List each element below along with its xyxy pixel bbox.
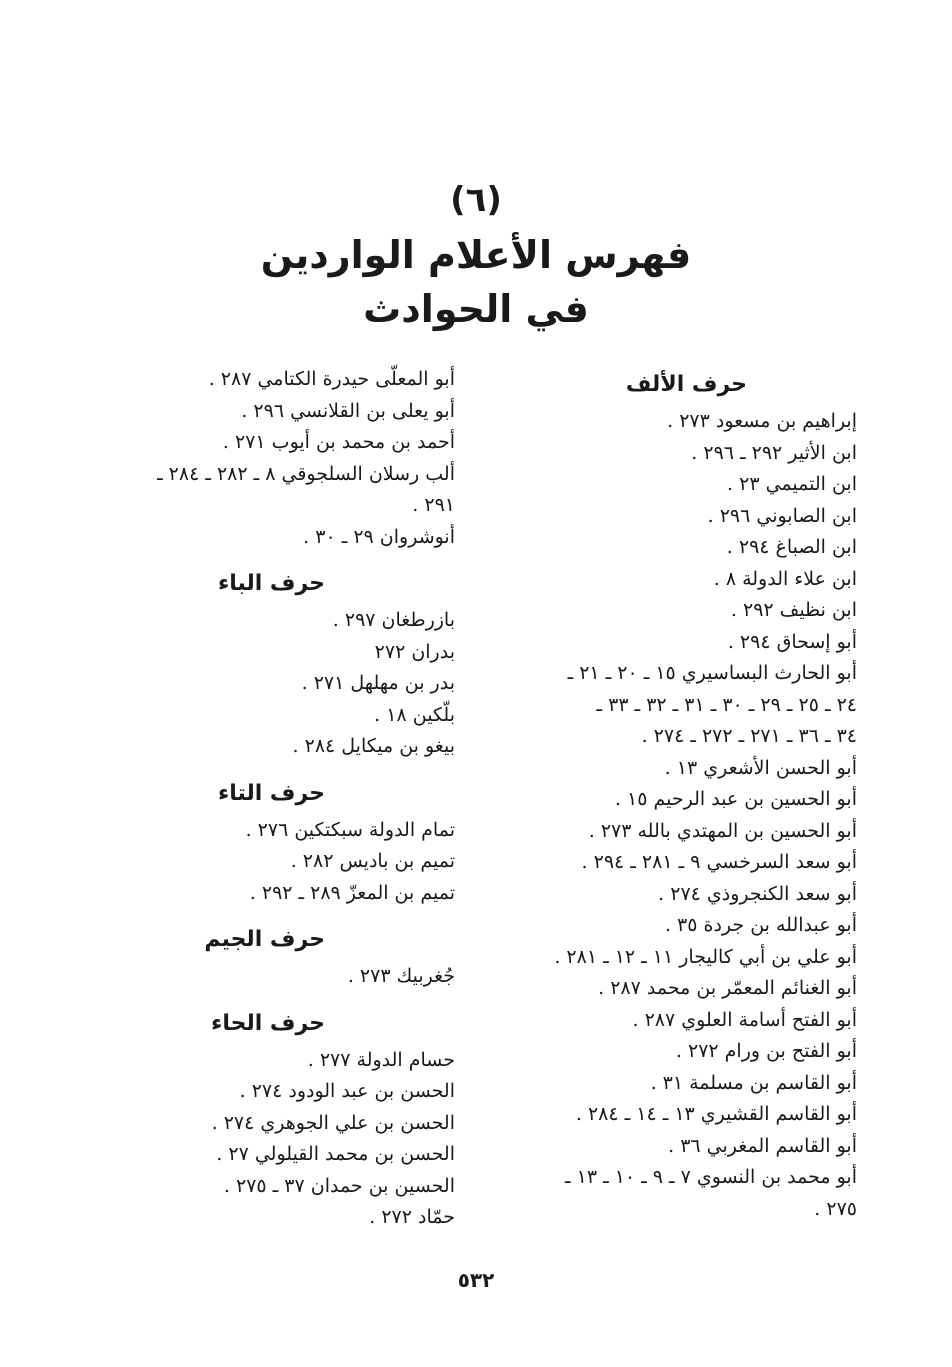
- index-entry: ابن الصباغ ٢٩٤ .: [726, 536, 857, 558]
- index-entry: ٢٤ ـ ٢٥ ـ ٢٩ ـ ٣٠ ـ ٣١ ـ ٣٢ ـ ٣٣ ـ: [596, 693, 857, 716]
- index-entry: أبو المعلّى حيدرة الكتامي ٢٨٧ .: [208, 368, 455, 390]
- index-entry: ابن نظيف ٢٩٢ .: [730, 599, 857, 621]
- index-entry: أبو القاسم القشيري ١٣ ـ ١٤ ـ ٢٨٤ .: [575, 1103, 857, 1125]
- index-entry: الحسن بن محمد القيلولي ٢٧ .: [216, 1143, 455, 1165]
- title-line-1: فهرس الأعلام الواردين: [260, 233, 692, 277]
- page-title: [0, 228, 952, 336]
- index-entry: جُغربيك ٢٧٣ .: [347, 965, 455, 987]
- index-entry: أبو سعد السرخسي ٩ ـ ٢٨١ ـ ٢٩٤ .: [581, 851, 857, 873]
- index-section: [75, 919, 455, 1003]
- index-section: [75, 773, 455, 920]
- letter-heading: حرف التاء: [217, 780, 325, 806]
- index-entry: بلّكين ١٨ .: [374, 703, 455, 726]
- index-entry: أبو القاسم المغربي ٣٦ .: [668, 1134, 857, 1157]
- index-entry: أبو الحسين بن عبد الرحيم ١٥ .: [614, 788, 857, 810]
- index-entry: ابن التميمي ٢٣ .: [727, 473, 857, 495]
- index-entry: ابن الصابوني ٢٩٦ .: [707, 504, 857, 527]
- page-number: ٥٣٢: [457, 1268, 495, 1292]
- index-entry: أبو علي بن أبي كاليجار ١١ ـ ١٢ ـ ٢٨١ .: [554, 945, 857, 968]
- index-entry: بيغو بن ميكايل ٢٨٤ .: [292, 735, 455, 757]
- index-entry: أبو الفتح أسامة العلوي ٢٨٧ .: [632, 1008, 857, 1031]
- letter-heading: حرف الحاء: [211, 1010, 325, 1036]
- index-entry: ٣٤ ـ ٣٦ ـ ٢٧١ ـ ٢٧٢ ـ ٢٧٤ .: [641, 725, 857, 747]
- index-entry: ٢٩١ .: [412, 494, 455, 516]
- index-entry: أبو القاسم بن مسلمة ٣١ .: [650, 1071, 857, 1094]
- index-entry: بدران ٢٧٢: [374, 640, 455, 663]
- index-entry: ٢٧٥ .: [814, 1197, 857, 1220]
- index-entry: تميم بن المعزّ ٢٨٩ ـ ٢٩٢ .: [249, 881, 455, 904]
- letter-heading: حرف الباء: [217, 571, 325, 596]
- index-entry: حسام الدولة ٢٧٧ .: [307, 1048, 455, 1071]
- index-entry: ابن علاء الدولة ٨ .: [713, 567, 857, 590]
- index-entry: تميم بن باديس ٢٨٢ .: [290, 850, 455, 872]
- index-column-right: [457, 364, 857, 1235]
- index-column-left: [75, 364, 455, 1244]
- index-section: [75, 1003, 455, 1244]
- index-entry: بدر بن مهلهل ٢٧١ .: [301, 672, 455, 694]
- index-entry: أبو سعد الكنجروذي ٢٧٤ .: [658, 882, 857, 905]
- index-entry: أبو الغنائم المعمّر بن محمد ٢٨٧ .: [598, 977, 857, 999]
- index-entry: أنوشروان ٢٩ ـ ٣٠ .: [303, 525, 455, 548]
- index-entry: أبو الحسن الأشعري ١٣ .: [664, 756, 857, 779]
- index-entry: أبو يعلى بن القلانسي ٢٩٦ .: [241, 399, 455, 422]
- index-entry: أبو إسحاق ٢٩٤ .: [727, 630, 857, 653]
- index-entry: تمام الدولة سبكتكين ٢٧٦ .: [245, 818, 455, 841]
- title-line-2: في الحوادث: [363, 287, 589, 331]
- index-section: [75, 563, 455, 773]
- index-entry: الحسين بن حمدان ٣٧ ـ ٢٧٥ .: [223, 1174, 455, 1197]
- index-entry: ابن الأثير ٢٩٢ ـ ٢٩٦ .: [691, 441, 857, 464]
- index-entry: بازرطغان ٢٩٧ .: [332, 609, 455, 631]
- letter-heading: حرف الجيم: [204, 927, 325, 952]
- index-entry: حمّاد ٢٧٢ .: [369, 1206, 455, 1228]
- index-entry: أبو الفتح بن ورام ٢٧٢ .: [675, 1040, 857, 1062]
- index-entry: أحمد بن محمد بن أيوب ٢٧١ .: [222, 431, 455, 453]
- index-entry: ألب رسلان السلجوقي ٨ ـ ٢٨٢ ـ ٢٨٤ ـ: [157, 462, 455, 485]
- index-entry: أبو الحسين بن المهتدي بالله ٢٧٣ .: [588, 819, 857, 842]
- index-entry: الحسن بن علي الجوهري ٢٧٤ .: [211, 1111, 455, 1134]
- index-entry: إبراهيم بن مسعود ٢٧٣ .: [667, 410, 857, 432]
- index-entry: أبو محمد بن النسوي ٧ ـ ٩ ـ ١٠ ـ ١٣ ـ: [565, 1166, 857, 1188]
- index-entry: أبو عبدالله بن جردة ٣٥ .: [664, 914, 857, 936]
- index-section: [457, 364, 857, 1235]
- index-section: [75, 364, 455, 563]
- index-entry: الحسن بن عبد الودود ٢٧٤ .: [239, 1080, 455, 1102]
- section-number: (٦): [450, 180, 502, 220]
- index-entry: أبو الحارث البساسيري ١٥ ـ ٢٠ ـ ٢١ ـ: [567, 662, 857, 684]
- letter-heading: حرف الألف: [625, 372, 747, 397]
